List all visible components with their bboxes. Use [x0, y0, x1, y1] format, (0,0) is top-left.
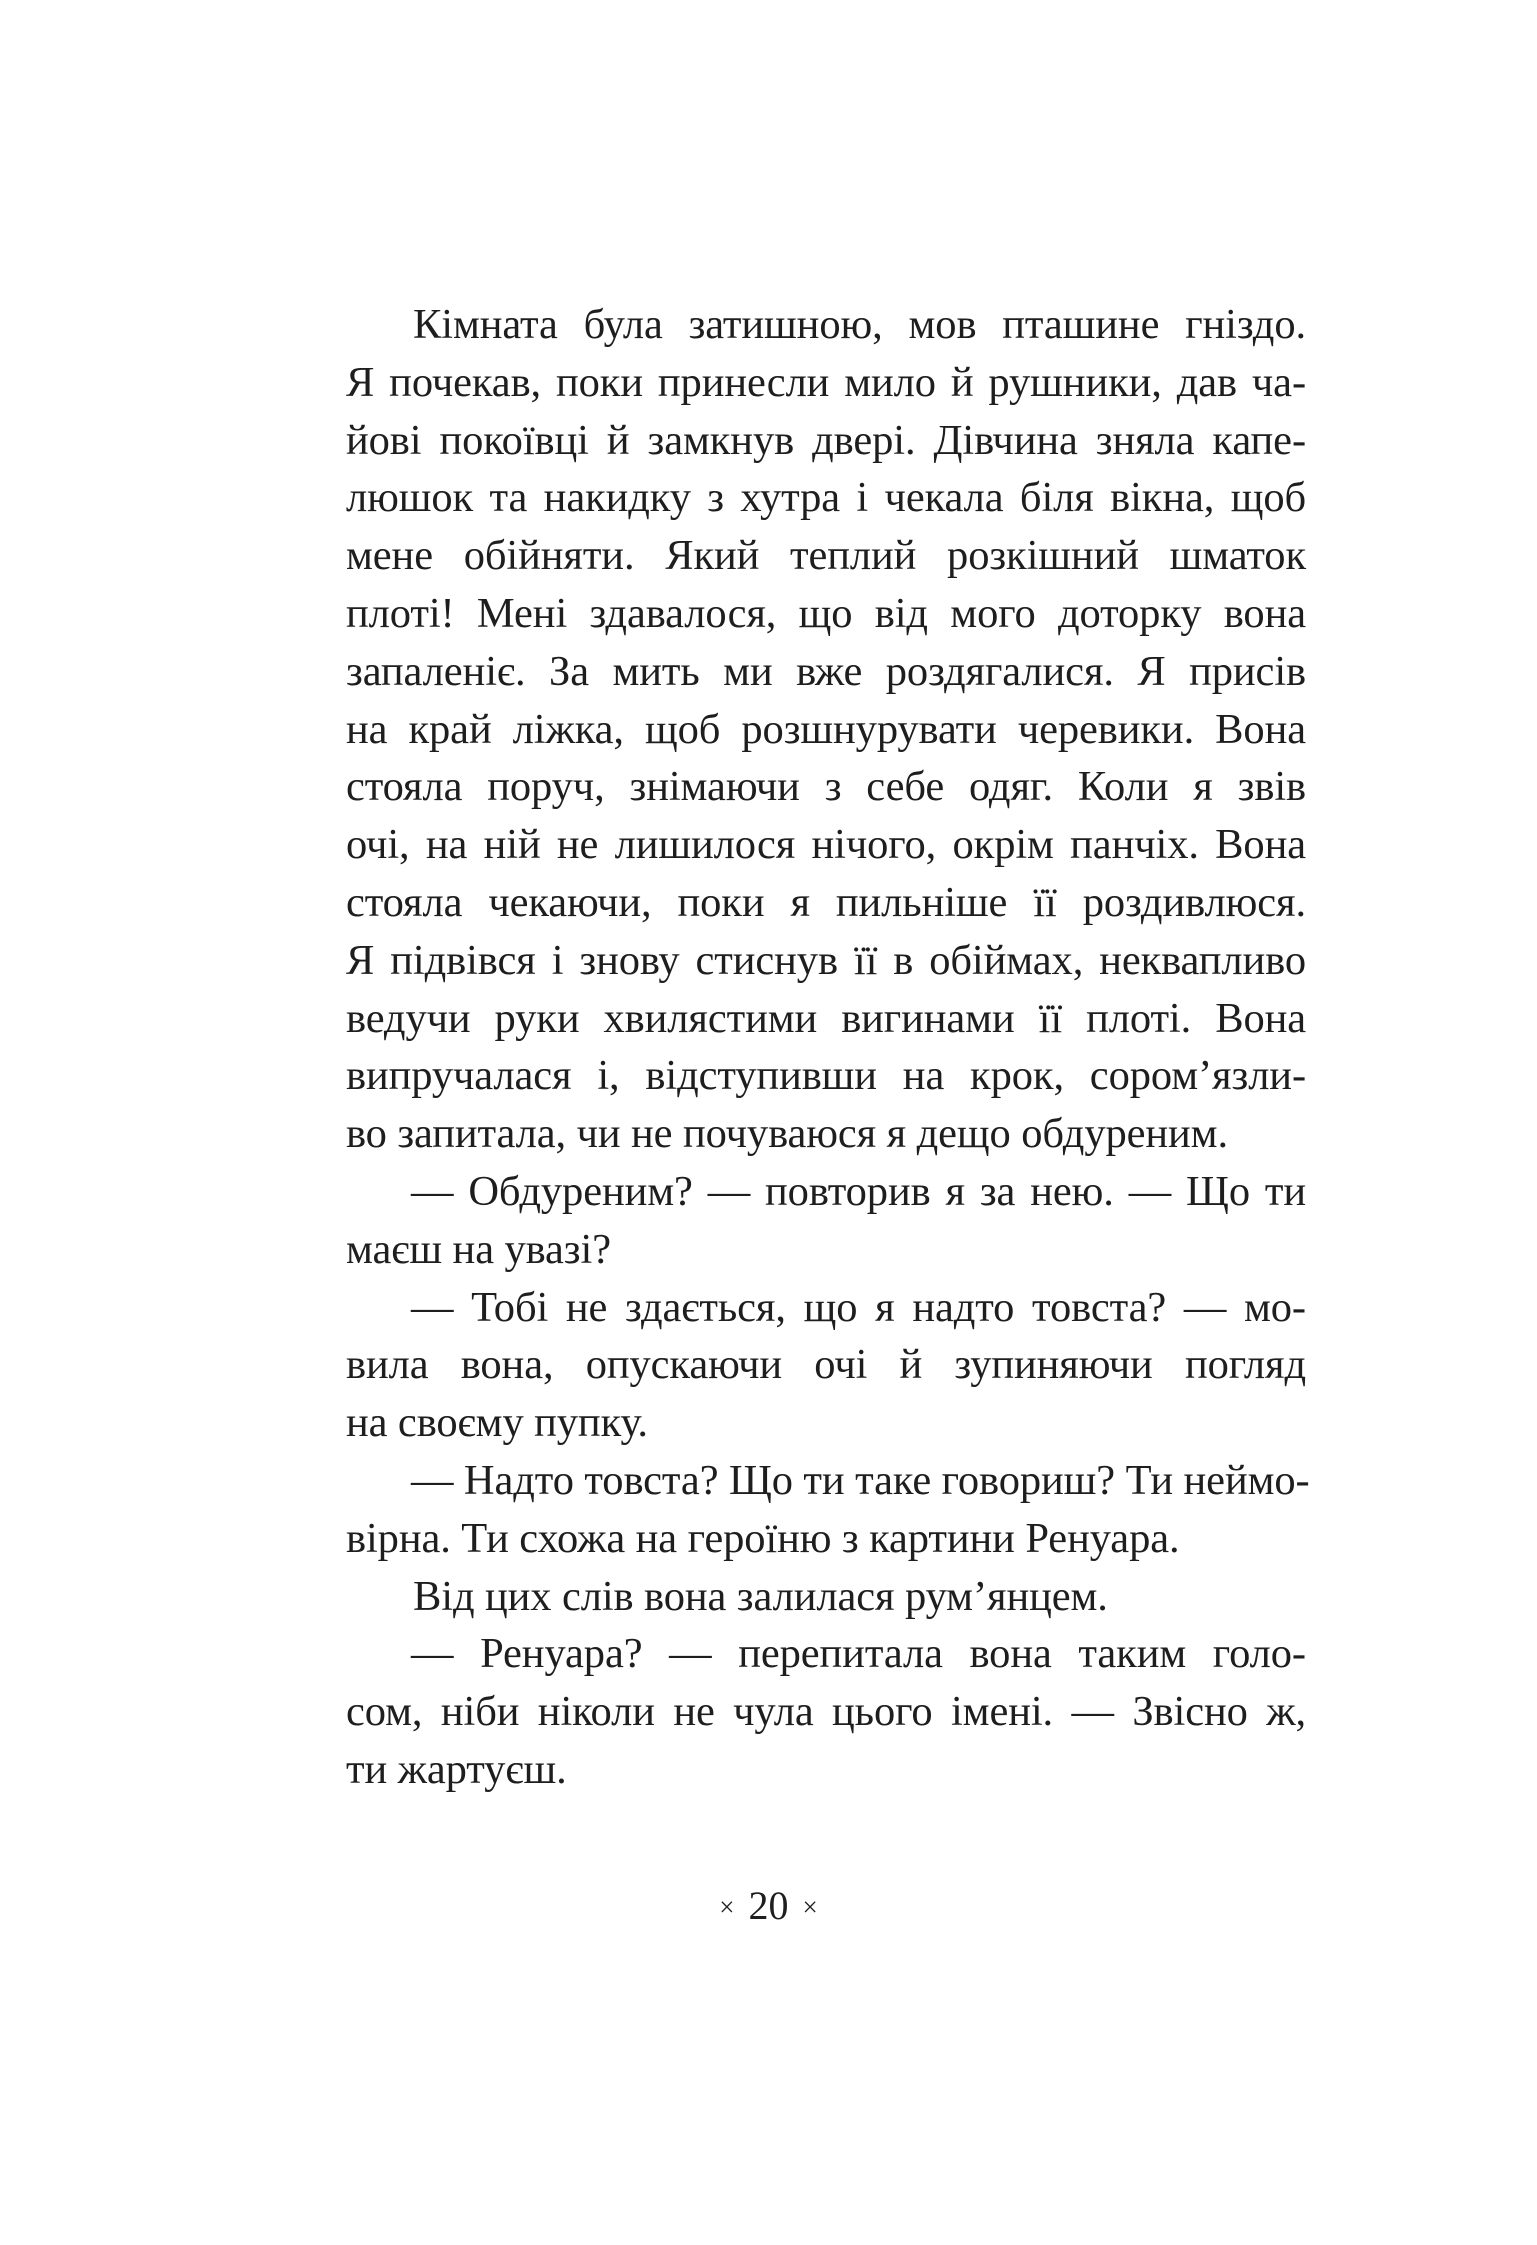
- text-line: йові покоївці й замкнув двері. Дівчина зняла капе-: [346, 416, 1306, 464]
- text-line: мене обійняти. Який теплий розкішний шматок: [346, 532, 1306, 580]
- footer-left-ornament: ×: [719, 1892, 735, 1922]
- text-line: ти жартуєш.: [346, 1745, 567, 1793]
- text-line: Я почекав, поки принесли мило й рушники, дав ча-: [346, 358, 1306, 406]
- text-line: на своєму пупку.: [346, 1399, 648, 1447]
- text-line: Кімната була затишною, мов пташине гніздо.: [413, 301, 1306, 348]
- text-line: люшок та накидку з хутра і чекала біля вікна, щоб: [346, 474, 1306, 522]
- text-line: плоті! Мені здавалося, що від мого доторку вона: [346, 589, 1306, 637]
- body-text: [346, 296, 1310, 1799]
- text-line: вірна. Ти схожа на героїню з картини Ренуара.: [346, 1514, 1180, 1562]
- text-line: сом, ніби ніколи не чула цього імені. — Звісно ж,: [346, 1688, 1306, 1736]
- text-line: очі, на ній не лишилося нічого, окрім панчіх. Вона: [346, 821, 1306, 869]
- page-footer: [0, 1882, 1537, 1931]
- text-line: стояла поруч, знімаючи з себе одяг. Коли я звів: [346, 763, 1306, 811]
- text-line: вила вона, опускаючи очі й зупиняючи погляд: [346, 1341, 1306, 1389]
- page-number: 20: [748, 1883, 789, 1928]
- text-line: Від цих слів вона залилася рум’янцем.: [413, 1572, 1108, 1620]
- text-line: випручалася і, відступивши на крок, сором’язли-: [346, 1052, 1306, 1100]
- text-line: — Надто товста? Що ти таке говориш? Ти неймо-: [411, 1456, 1310, 1504]
- footer-right-ornament: ×: [802, 1892, 818, 1922]
- text-line: Я підвівся і знову стиснув її в обіймах, неквапливо: [346, 936, 1306, 984]
- text-line: — Тобі не здається, що я надто товста? — мо-: [411, 1283, 1306, 1331]
- text-line: стояла чекаючи, поки я пильніше її роздивлюся.: [346, 878, 1306, 926]
- text-line: во запитала, чи не почуваюся я дещо обдуреним.: [346, 1110, 1229, 1158]
- text-line: запаленіє. За мить ми вже роздягалися. Я присів: [346, 647, 1306, 695]
- text-line: — Обдуреним? — повторив я за нею. — Що ти: [411, 1167, 1306, 1215]
- text-line: маєш на увазі?: [346, 1225, 611, 1273]
- text-line: ведучи руки хвилястими вигинами її плоті. Вона: [346, 994, 1306, 1042]
- text-line: на край ліжка, щоб розшнурувати черевики. Вона: [346, 705, 1306, 753]
- text-line: — Ренуара? — перепитала вона таким голо-: [411, 1630, 1306, 1678]
